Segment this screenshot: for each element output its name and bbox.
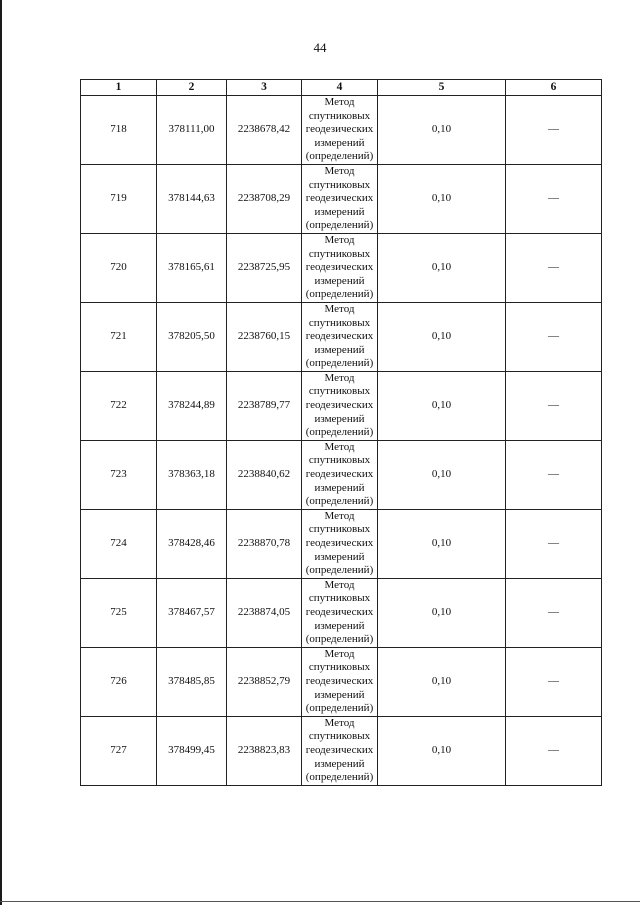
- description-cell: —: [506, 509, 602, 578]
- point-number-cell: 719: [81, 164, 157, 233]
- method-cell: [302, 578, 378, 647]
- table-header-row: [81, 80, 602, 96]
- scan-edge-line: [0, 0, 2, 905]
- y-coordinate-cell: 2238789,77: [227, 371, 302, 440]
- table-row: [81, 716, 602, 785]
- point-number-cell: 726: [81, 647, 157, 716]
- method-line: Метод: [324, 233, 355, 246]
- page-number: 44: [313, 40, 327, 55]
- description-cell: —: [506, 716, 602, 785]
- table-row: [81, 233, 602, 302]
- table-row: [81, 371, 602, 440]
- description-cell: —: [506, 371, 602, 440]
- method-cell: [302, 164, 378, 233]
- accuracy-cell: 0,10: [378, 96, 506, 165]
- accuracy-cell: 0,10: [378, 302, 506, 371]
- column-header-2: 2: [157, 80, 227, 96]
- accuracy-cell: 0,10: [378, 716, 506, 785]
- description-cell: —: [506, 164, 602, 233]
- point-number-cell: 721: [81, 302, 157, 371]
- description-cell: —: [506, 302, 602, 371]
- method-line: измерений: [314, 688, 365, 701]
- method-cell: [302, 371, 378, 440]
- method-cell: [302, 96, 378, 165]
- y-coordinate-cell: 2238823,83: [227, 716, 302, 785]
- x-coordinate-cell: 378499,45: [157, 716, 227, 785]
- table-row: [81, 440, 602, 509]
- y-coordinate-cell: 2238725,95: [227, 233, 302, 302]
- point-number-cell: 723: [81, 440, 157, 509]
- accuracy-cell: 0,10: [378, 233, 506, 302]
- method-line: спутниковых: [308, 178, 371, 191]
- point-number-cell: 718: [81, 96, 157, 165]
- method-line: спутниковых: [308, 730, 371, 743]
- x-coordinate-cell: 378467,57: [157, 578, 227, 647]
- method-cell: [302, 440, 378, 509]
- method-line: Метод: [324, 647, 355, 660]
- method-line: спутниковых: [308, 385, 371, 398]
- method-line: спутниковых: [308, 109, 371, 122]
- method-line: геодезических: [305, 537, 374, 549]
- method-line: Метод: [324, 371, 355, 384]
- method-line: геодезических: [305, 123, 374, 136]
- y-coordinate-cell: 2238678,42: [227, 96, 302, 165]
- method-line: (определений): [305, 357, 374, 370]
- point-number-cell: 724: [81, 509, 157, 578]
- accuracy-cell: 0,10: [378, 647, 506, 716]
- method-line: измерений: [314, 205, 365, 218]
- x-coordinate-cell: 378485,85: [157, 647, 227, 716]
- table-row: [81, 509, 602, 578]
- x-coordinate-cell: 378144,63: [157, 164, 227, 233]
- method-cell: [302, 647, 378, 716]
- method-line: (определений): [305, 702, 374, 715]
- x-coordinate-cell: 378428,46: [157, 509, 227, 578]
- method-line: измерений: [314, 136, 365, 149]
- method-line: Метод: [324, 716, 355, 729]
- method-line: спутниковых: [308, 592, 371, 605]
- method-line: измерений: [314, 550, 365, 563]
- table-row: [81, 302, 602, 371]
- description-cell: —: [506, 440, 602, 509]
- method-line: Метод: [324, 302, 355, 315]
- method-cell: [302, 233, 378, 302]
- accuracy-cell: 0,10: [378, 164, 506, 233]
- coordinates-table: [80, 79, 602, 786]
- method-cell: [302, 716, 378, 785]
- method-line: геодезических: [305, 399, 374, 412]
- table-row: [81, 578, 602, 647]
- method-line: спутниковых: [308, 523, 371, 536]
- method-line: измерений: [314, 757, 365, 770]
- method-line: геодезических: [305, 743, 374, 756]
- table-body: [81, 96, 602, 786]
- method-line: спутниковых: [308, 247, 371, 260]
- method-line: измерений: [314, 412, 365, 425]
- method-line: Метод: [324, 440, 355, 453]
- x-coordinate-cell: 378363,18: [157, 440, 227, 509]
- table-row: [81, 96, 602, 165]
- description-cell: —: [506, 233, 602, 302]
- point-number-cell: 727: [81, 716, 157, 785]
- method-line: измерений: [314, 343, 365, 356]
- method-line: измерений: [314, 274, 365, 287]
- table-row: [81, 647, 602, 716]
- x-coordinate-cell: 378244,89: [157, 371, 227, 440]
- point-number-cell: 722: [81, 371, 157, 440]
- method-line: (определений): [305, 426, 374, 439]
- method-line: спутниковых: [308, 661, 371, 674]
- y-coordinate-cell: 2238708,29: [227, 164, 302, 233]
- method-line: геодезических: [305, 192, 374, 205]
- accuracy-cell: 0,10: [378, 578, 506, 647]
- accuracy-cell: 0,10: [378, 371, 506, 440]
- y-coordinate-cell: 2238870,78: [227, 509, 302, 578]
- page-bottom-edge: [0, 901, 640, 902]
- y-coordinate-cell: 2238874,05: [227, 578, 302, 647]
- description-cell: —: [506, 647, 602, 716]
- method-line: спутниковых: [308, 316, 371, 329]
- description-cell: —: [506, 96, 602, 165]
- table-row: [81, 164, 602, 233]
- method-line: геодезических: [305, 605, 374, 618]
- method-line: (определений): [305, 495, 374, 508]
- accuracy-cell: 0,10: [378, 440, 506, 509]
- x-coordinate-cell: 378165,61: [157, 233, 227, 302]
- y-coordinate-cell: 2238852,79: [227, 647, 302, 716]
- method-line: Метод: [324, 578, 355, 591]
- method-line: геодезических: [305, 468, 374, 481]
- x-coordinate-cell: 378205,50: [157, 302, 227, 371]
- column-header-6: 6: [506, 80, 602, 96]
- column-header-5: 5: [378, 80, 506, 96]
- description-cell: —: [506, 578, 602, 647]
- x-coordinate-cell: 378111,00: [157, 96, 227, 165]
- column-header-1: 1: [81, 80, 157, 96]
- method-line: измерений: [314, 619, 365, 632]
- method-line: измерений: [314, 481, 365, 494]
- method-line: (определений): [305, 771, 374, 784]
- column-header-4: 4: [302, 80, 378, 96]
- method-line: (определений): [305, 150, 374, 163]
- method-cell: [302, 302, 378, 371]
- accuracy-cell: 0,10: [378, 509, 506, 578]
- column-header-3: 3: [227, 80, 302, 96]
- method-line: (определений): [305, 633, 374, 646]
- method-line: (определений): [305, 219, 374, 232]
- method-line: (определений): [305, 564, 374, 577]
- y-coordinate-cell: 2238760,15: [227, 302, 302, 371]
- y-coordinate-cell: 2238840,62: [227, 440, 302, 509]
- method-cell: [302, 509, 378, 578]
- method-line: геодезических: [305, 261, 374, 274]
- point-number-cell: 725: [81, 578, 157, 647]
- method-line: (определений): [305, 288, 374, 301]
- method-line: Метод: [324, 164, 355, 177]
- method-line: геодезических: [305, 674, 374, 687]
- method-line: геодезических: [305, 330, 374, 343]
- method-line: Метод: [324, 96, 355, 108]
- method-line: Метод: [324, 509, 355, 522]
- method-line: спутниковых: [308, 454, 371, 467]
- point-number-cell: 720: [81, 233, 157, 302]
